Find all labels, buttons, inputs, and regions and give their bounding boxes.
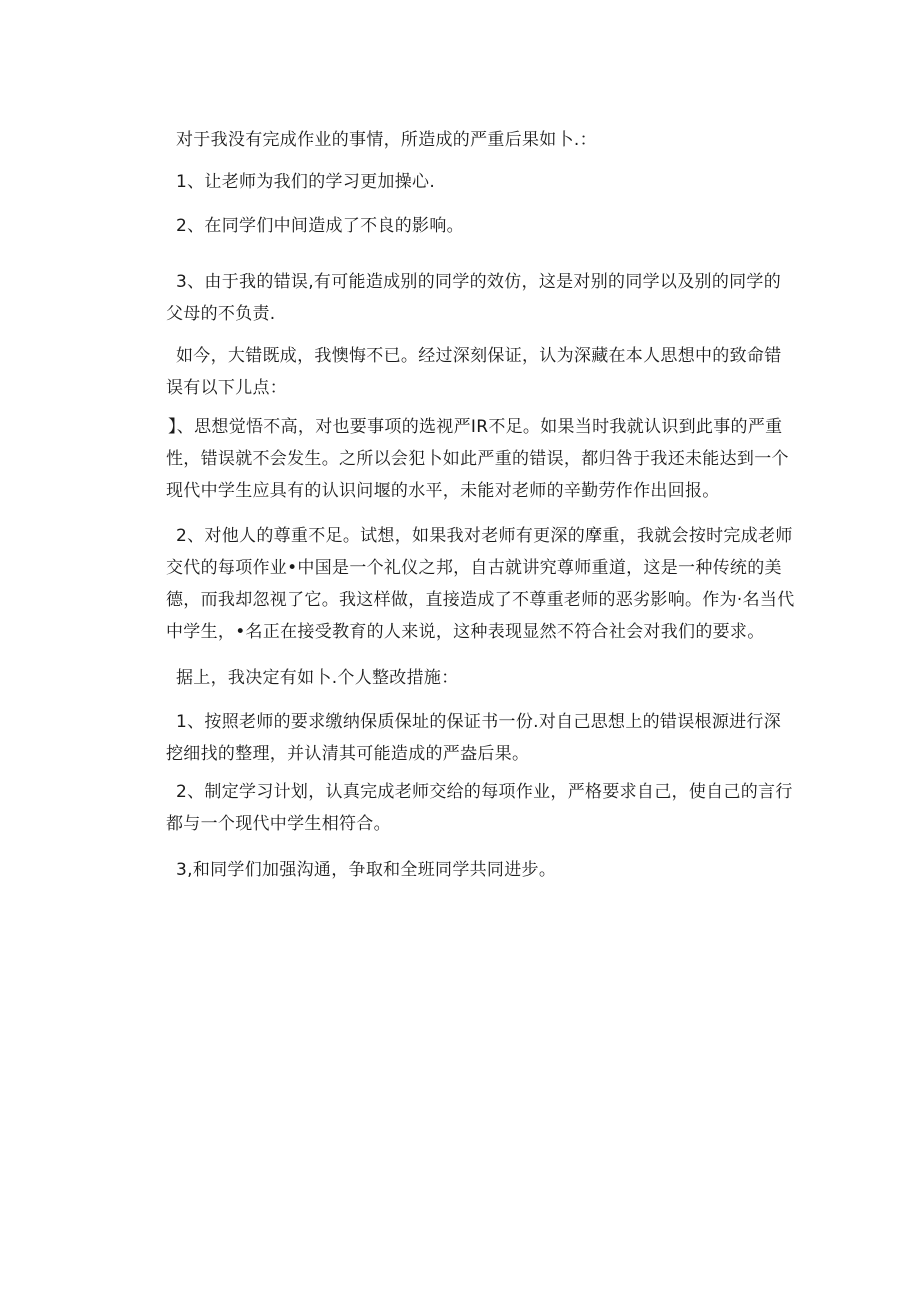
reason-item-2: 2、对他人的尊重不足。试想，如果我对老师有更深的摩重，我就会按时完成老师交代的每项作业•中国是一个礼仪之邦，自古就讲究尊师重道，这是一种传统的美德，而我却忽视了它。我这样做，直接造成了不尊重老师的恶劣影响。作为·名当代中学生，•名正在接受教育的人来说，这种表现显然不符合社会对我们的要求。 [166, 526, 795, 642]
reflection-paragraph: 如今，大错既成，我懊悔不已。经过深刻保证，认为深藏在本人思想中的致命错误有以下儿点： [166, 346, 782, 398]
consequence-item-2: 2、在同学们中间造成了不良的影响。 [176, 216, 464, 236]
measure-item-2: 2、制定学习计划，认真完成老师交给的每项作业，严格要求自己，使自己的言行都与一个现代中学生相符合。 [166, 782, 793, 834]
consequence-item-1: 1、让老师为我们的学习更加操心. [176, 172, 436, 192]
consequence-item-3: 3、由于我的错误,有可能造成别的同学的效仿，这是对别的同学以及别的同学的父母的不负责. [166, 272, 782, 324]
measure-item-1: 1、按照老师的要求缴纳保质保址的保证书一份.对自己思想上的错误根源进行深挖细找的整理，并认清其可能造成的严盎后果。 [166, 712, 782, 764]
measure-item-3: 3,和同学们加强沟通，争取和全班同学共同进步。 [176, 860, 557, 880]
measures-intro: 据上，我决定有如卜.个人整改措施： [176, 668, 459, 688]
reason-item-1: 】、思想觉悟不高，对也要事项的选视严IR不足。如果当时我就认识到此事的严重性，错误就不会发生。之所以会犯卜如此严重的错误，都归咎于我还未能达到一个现代中学生应具有的认识问堰的水平，未能对老师的辛勤劳作作出回报。 [166, 417, 789, 501]
intro-paragraph: 对于我没有完成作业的事情，所造成的严重后果如卜.： [176, 130, 597, 150]
